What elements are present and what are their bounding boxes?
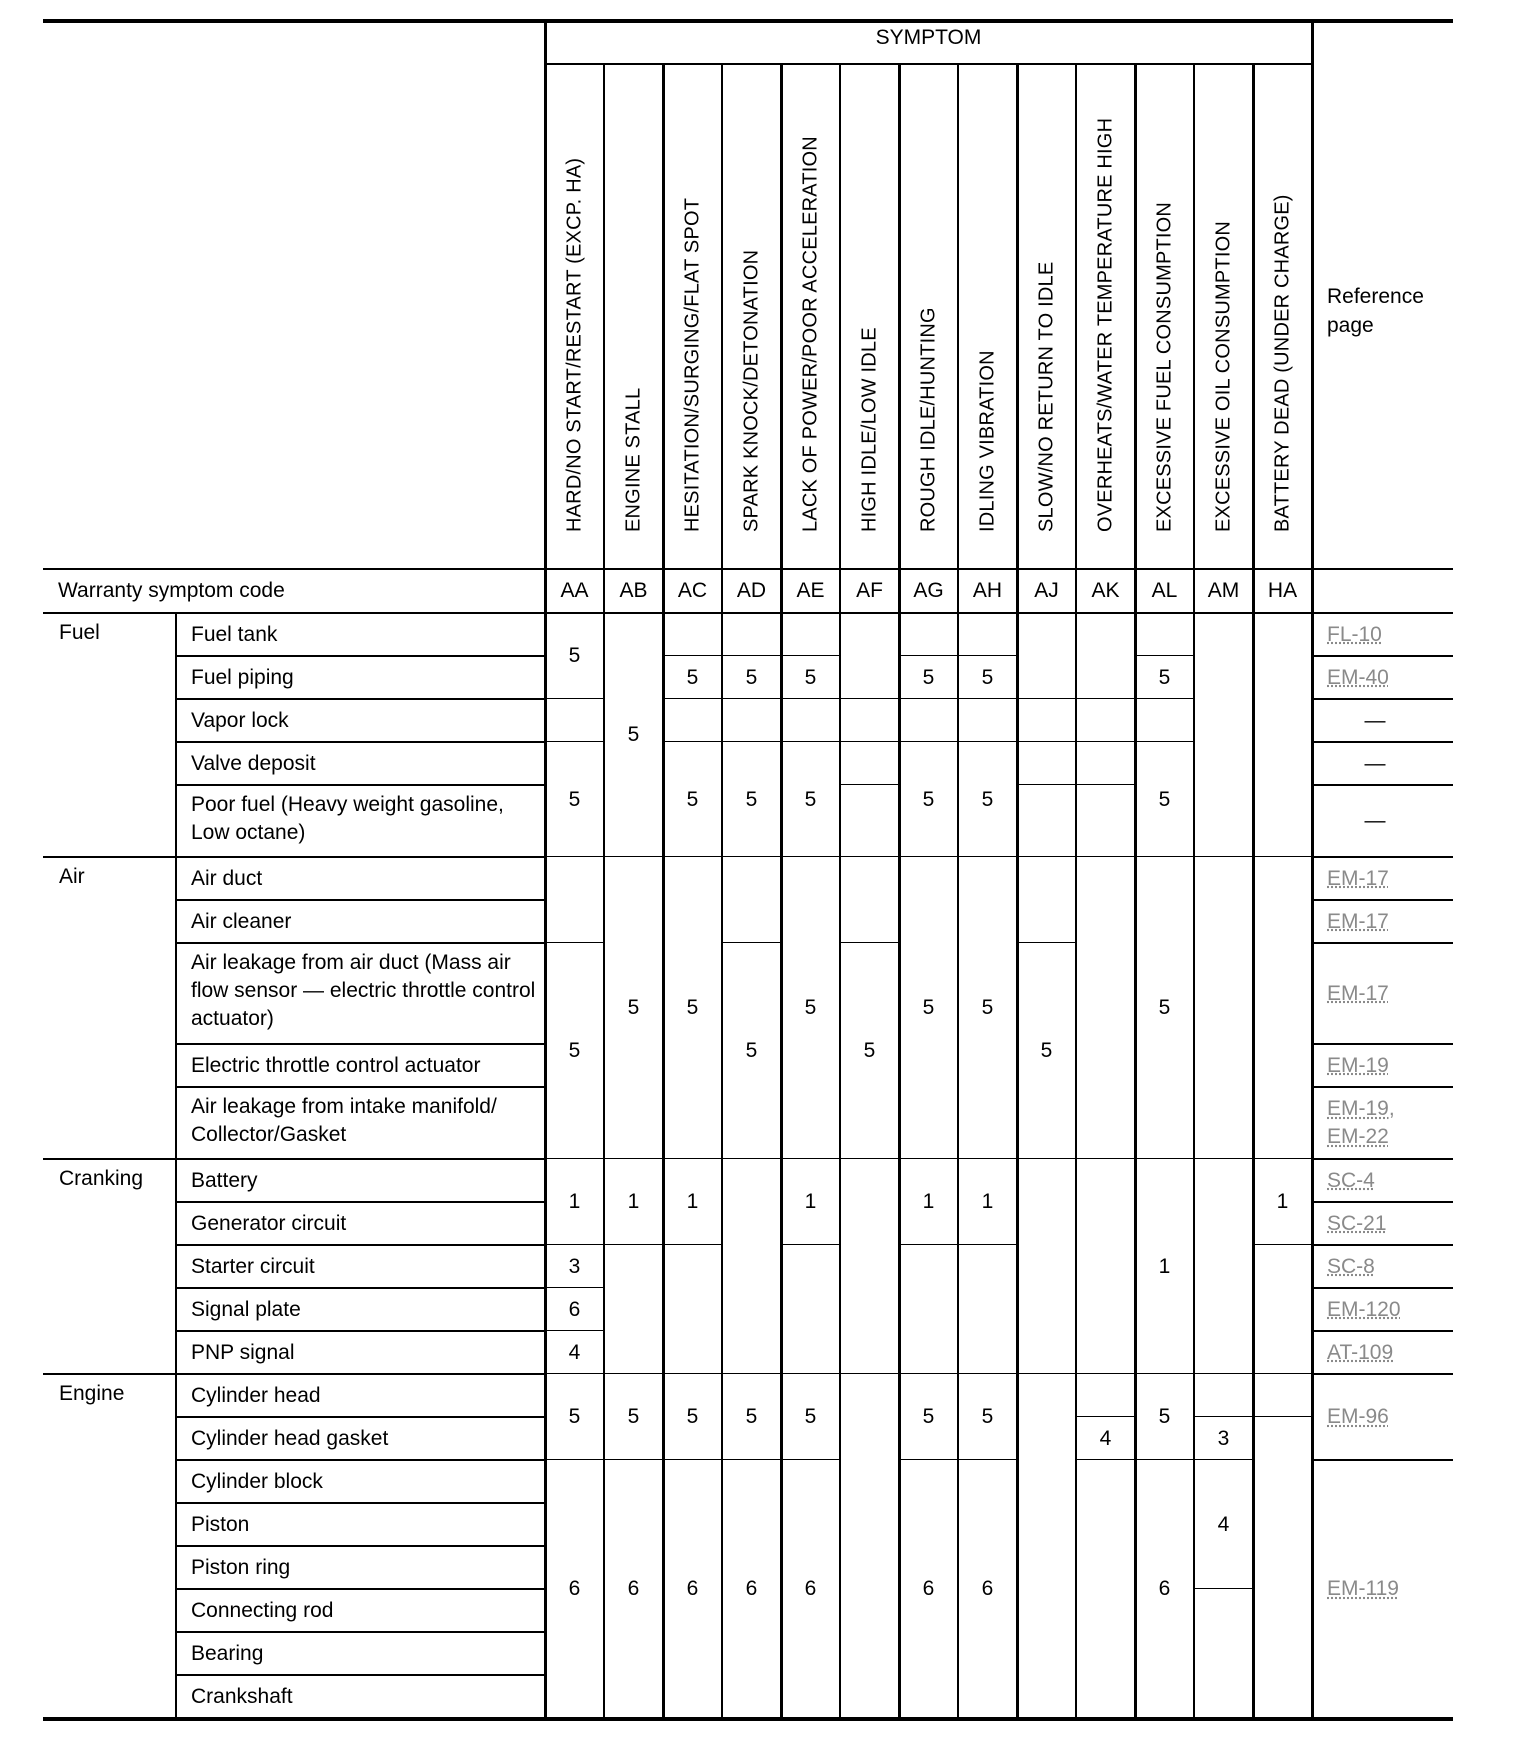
matrix-cell	[840, 1374, 899, 1718]
matrix-cell: 5	[899, 857, 958, 1159]
matrix-cell: 6	[663, 1460, 722, 1718]
matrix-cell	[604, 1245, 663, 1374]
item-label: Starter circuit	[191, 1254, 315, 1278]
symptom-code-al: AL	[1151, 579, 1178, 602]
column-header-label: ENGINE STALL	[622, 387, 644, 532]
reference-link[interactable]: EM-17	[1327, 866, 1389, 890]
matrix-cell	[840, 1159, 899, 1374]
matrix-cell	[1017, 1159, 1076, 1374]
item-label: Air cleaner	[191, 909, 292, 933]
column-header-am	[1194, 64, 1253, 569]
column-header-aa	[545, 64, 604, 569]
matrix-cell	[722, 613, 781, 656]
matrix-cell: 5	[899, 742, 958, 857]
grid-line	[1311, 19, 1314, 1718]
matrix-cell	[840, 742, 899, 785]
column-header-ha	[1253, 64, 1312, 569]
reference-cell	[1312, 900, 1453, 943]
item-label: Poor fuel (Heavy weight gasoline, Low octane)	[191, 793, 504, 844]
reference-cell	[1312, 1202, 1453, 1245]
reference-link[interactable]: EM-17	[1327, 909, 1389, 933]
matrix-cell: 1	[899, 1159, 958, 1245]
item-label: Generator circuit	[191, 1211, 347, 1235]
matrix-cell: 5	[1135, 857, 1194, 1159]
column-header-label: SLOW/NO RETURN TO IDLE	[1035, 261, 1057, 532]
reference-link[interactable]: EM-19	[1327, 1053, 1389, 1077]
symptom-code-am: AM	[1207, 579, 1240, 602]
item-label: Piston	[191, 1512, 250, 1536]
grid-line	[43, 568, 1453, 570]
category-air: Air	[59, 865, 85, 888]
reference-link[interactable]: FL-10	[1327, 622, 1382, 646]
item-label: Air duct	[191, 866, 263, 890]
item-label: Signal plate	[191, 1297, 301, 1321]
matrix-cell: 4	[1194, 1460, 1253, 1589]
symptom-code-ak: AK	[1091, 579, 1120, 602]
matrix-cell: 5	[545, 742, 604, 857]
column-header-ak	[1076, 64, 1135, 569]
symptom-code-ag: AG	[913, 579, 944, 602]
matrix-cell: 6	[1135, 1460, 1194, 1718]
grid-line	[1075, 64, 1077, 1718]
reference-cell	[1312, 1159, 1453, 1202]
matrix-cell: 5	[1135, 1374, 1194, 1460]
grid-line	[780, 64, 783, 1718]
matrix-cell	[1017, 1374, 1076, 1718]
matrix-cell: 6	[899, 1460, 958, 1718]
reference-cell	[1312, 699, 1453, 742]
category-engine: Engine	[59, 1382, 125, 1405]
matrix-cell	[722, 1159, 781, 1374]
grid-line	[43, 19, 1453, 23]
column-header-label: BATTERY DEAD (UNDER CHARGE)	[1271, 194, 1293, 532]
matrix-cell	[899, 613, 958, 656]
no-reference-dash: —	[1364, 751, 1386, 775]
item-label: PNP signal	[191, 1340, 295, 1364]
reference-page-header: Reference page	[1327, 285, 1424, 337]
grid-line	[1193, 64, 1195, 1718]
column-header-aj	[1017, 64, 1076, 569]
matrix-cell: 5	[722, 943, 781, 1159]
reference-cell	[1312, 943, 1453, 1044]
matrix-cell: 5	[1135, 656, 1194, 699]
warranty-symptom-code-label: Warranty symptom code	[58, 579, 285, 602]
reference-cell	[1312, 656, 1453, 699]
column-header-label: HARD/NO START/RESTART (EXCP. HA)	[563, 157, 585, 532]
symptom-code-aj: AJ	[1034, 579, 1059, 602]
reference-cell	[1312, 1460, 1453, 1718]
column-header-ab	[604, 64, 663, 569]
matrix-cell	[1194, 613, 1253, 857]
matrix-cell: 5	[899, 656, 958, 699]
matrix-cell: 5	[781, 857, 840, 1159]
symptom-code-ae: AE	[796, 579, 825, 602]
item-label: Valve deposit	[191, 751, 316, 775]
item-label: Fuel piping	[191, 665, 294, 689]
grid-line	[957, 64, 959, 1718]
matrix-cell	[840, 785, 899, 857]
matrix-cell	[1076, 785, 1135, 857]
no-reference-dash: —	[1364, 708, 1386, 732]
matrix-cell: 1	[1253, 1159, 1312, 1245]
matrix-cell: 6	[958, 1460, 1017, 1718]
matrix-cell: 5	[899, 1374, 958, 1460]
grid-line	[662, 64, 665, 1718]
reference-cell	[1312, 1374, 1453, 1460]
matrix-cell	[1017, 857, 1076, 943]
matrix-cell: 5	[663, 656, 722, 699]
grid-line	[43, 612, 1453, 614]
reference-link[interactable]: EM-19,	[1327, 1097, 1395, 1120]
matrix-cell	[1194, 1589, 1253, 1718]
column-header-label: EXCESSIVE OIL CONSUMPTION	[1212, 221, 1234, 532]
matrix-cell: 5	[958, 742, 1017, 857]
grid-line	[175, 613, 177, 1718]
matrix-cell: 5	[958, 656, 1017, 699]
column-header-ag	[899, 64, 958, 569]
reference-link[interactable]: EM-120	[1327, 1297, 1401, 1321]
matrix-cell: 6	[545, 1460, 604, 1718]
grid-line	[43, 1717, 1453, 1721]
matrix-cell: 4	[1076, 1417, 1135, 1460]
matrix-cell	[1253, 1417, 1312, 1718]
matrix-cell	[958, 613, 1017, 656]
matrix-cell	[840, 857, 899, 943]
matrix-cell: 5	[663, 742, 722, 857]
matrix-cell	[1076, 1159, 1135, 1374]
column-header-af	[840, 64, 899, 569]
matrix-cell: 5	[545, 1374, 604, 1460]
matrix-cell	[1017, 613, 1076, 699]
matrix-cell	[663, 699, 722, 742]
matrix-cell: 5	[604, 857, 663, 1159]
reference-cell	[1312, 857, 1453, 900]
reference-link[interactable]: SC-8	[1327, 1254, 1375, 1278]
matrix-cell	[781, 699, 840, 742]
matrix-cell	[545, 699, 604, 742]
item-label: Fuel tank	[191, 622, 278, 646]
grid-line	[898, 64, 901, 1718]
matrix-cell	[1135, 613, 1194, 656]
matrix-cell	[1253, 857, 1312, 1159]
matrix-cell: 5	[663, 1374, 722, 1460]
column-header-ac	[663, 64, 722, 569]
reference-link[interactable]: SC-4	[1327, 1168, 1375, 1192]
grid-line	[545, 63, 1312, 65]
matrix-cell	[1076, 1460, 1135, 1718]
matrix-cell: 1	[1135, 1159, 1194, 1374]
matrix-cell	[722, 699, 781, 742]
column-header-label: LACK OF POWER/POOR ACCELERATION	[799, 136, 821, 532]
reference-cell	[1312, 1044, 1453, 1087]
matrix-cell: 6	[722, 1460, 781, 1718]
grid-line	[721, 64, 723, 1718]
matrix-cell: 5	[958, 1374, 1017, 1460]
matrix-cell	[958, 699, 1017, 742]
grid-line	[1134, 64, 1137, 1718]
item-label: Cylinder head gasket	[191, 1426, 389, 1450]
item-label: Air leakage from intake manifold/ Collector/Gasket	[191, 1095, 497, 1146]
matrix-cell	[1076, 857, 1135, 1159]
matrix-cell: 1	[781, 1159, 840, 1245]
reference-cell	[1312, 1331, 1453, 1374]
matrix-cell	[1017, 742, 1076, 785]
matrix-cell	[958, 1245, 1017, 1374]
symptom-code-af: AF	[856, 579, 883, 602]
matrix-cell: 5	[840, 943, 899, 1159]
reference-link[interactable]: EM-17	[1327, 981, 1389, 1005]
matrix-cell	[1135, 699, 1194, 742]
grid-line	[603, 64, 605, 1718]
matrix-cell	[1076, 1374, 1135, 1417]
column-header-ah	[958, 64, 1017, 569]
matrix-cell: 3	[1194, 1417, 1253, 1460]
matrix-cell: 5	[1017, 943, 1076, 1159]
matrix-cell: 5	[604, 1374, 663, 1460]
matrix-cell: 5	[1135, 742, 1194, 857]
symptom-code-ab: AB	[619, 579, 648, 602]
matrix-cell: 5	[545, 943, 604, 1159]
matrix-cell	[1076, 699, 1135, 742]
matrix-cell	[781, 613, 840, 656]
symptom-code-ah: AH	[972, 579, 1003, 602]
reference-link[interactable]: EM-96	[1327, 1405, 1389, 1428]
matrix-cell: 5	[722, 656, 781, 699]
matrix-cell	[1253, 1374, 1312, 1417]
reference-cell	[1312, 613, 1453, 656]
matrix-cell	[545, 857, 604, 943]
matrix-cell: 5	[545, 613, 604, 699]
matrix-cell: 5	[781, 1374, 840, 1460]
grid-line	[839, 64, 841, 1718]
grid-line	[1016, 64, 1019, 1718]
matrix-cell	[1253, 613, 1312, 857]
matrix-cell	[899, 1245, 958, 1374]
symptom-code-ha: HA	[1267, 579, 1298, 602]
reference-link[interactable]: AT-109	[1327, 1340, 1394, 1364]
reference-cell	[1312, 1087, 1453, 1159]
column-header-label: HIGH IDLE/LOW IDLE	[858, 327, 880, 532]
matrix-cell: 5	[722, 742, 781, 857]
matrix-cell: 5	[722, 1374, 781, 1460]
matrix-cell: 5	[958, 857, 1017, 1159]
matrix-cell: 6	[781, 1460, 840, 1718]
matrix-cell	[1194, 1374, 1253, 1417]
item-label: Connecting rod	[191, 1598, 334, 1622]
matrix-cell	[781, 1245, 840, 1374]
matrix-cell	[663, 1245, 722, 1374]
column-header-label: OVERHEATS/WATER TEMPERATURE HIGH	[1094, 117, 1116, 532]
matrix-cell: 6	[604, 1460, 663, 1718]
matrix-cell: 3	[545, 1245, 604, 1288]
matrix-cell: 5	[781, 742, 840, 857]
matrix-cell	[663, 613, 722, 656]
symptom-code-aa: AA	[560, 579, 589, 602]
reference-link[interactable]: EM-119	[1327, 1577, 1399, 1600]
item-label: Bearing	[191, 1641, 264, 1665]
matrix-cell	[1194, 857, 1253, 1159]
reference-link[interactable]: EM-40	[1327, 665, 1389, 689]
column-header-label: IDLING VIBRATION	[976, 350, 998, 532]
column-header-ad	[722, 64, 781, 569]
matrix-cell: 6	[545, 1288, 604, 1331]
matrix-cell: 1	[958, 1159, 1017, 1245]
column-header-ae	[781, 64, 840, 569]
item-label: Cylinder block	[191, 1469, 323, 1493]
matrix-cell: 5	[604, 613, 663, 857]
column-header-al	[1135, 64, 1194, 569]
reference-link[interactable]: EM-22	[1327, 1125, 1389, 1148]
column-header-label: ROUGH IDLE/HUNTING	[917, 307, 939, 532]
item-label: Air leakage from air duct (Mass air flow sensor — electric throttle control actuator)	[191, 951, 536, 1030]
matrix-cell	[1017, 785, 1076, 857]
matrix-cell	[840, 699, 899, 742]
matrix-cell	[1253, 1245, 1312, 1374]
symptom-code-ad: AD	[736, 579, 767, 602]
reference-cell	[1312, 1245, 1453, 1288]
matrix-cell	[722, 857, 781, 943]
matrix-cell: 1	[663, 1159, 722, 1245]
matrix-cell	[1194, 1159, 1253, 1374]
reference-cell	[1312, 1288, 1453, 1331]
item-label: Cylinder head	[191, 1383, 321, 1407]
category-fuel: Fuel	[59, 621, 100, 644]
matrix-cell	[840, 613, 899, 699]
matrix-cell	[1076, 742, 1135, 785]
category-cranking: Cranking	[59, 1167, 144, 1190]
symptom-header: SYMPTOM	[875, 26, 982, 49]
symptom-code-ac: AC	[677, 579, 708, 602]
no-reference-dash: —	[1364, 809, 1386, 832]
matrix-cell: 5	[663, 857, 722, 1159]
column-header-label: EXCESSIVE FUEL CONSUMPTION	[1153, 201, 1175, 532]
reference-cell	[1312, 742, 1453, 785]
item-label: Vapor lock	[191, 708, 289, 732]
matrix-cell: 1	[604, 1159, 663, 1245]
item-label: Battery	[191, 1168, 258, 1192]
matrix-cell	[899, 699, 958, 742]
item-label: Electric throttle control actuator	[191, 1053, 481, 1077]
matrix-cell: 5	[781, 656, 840, 699]
reference-cell	[1312, 785, 1453, 857]
item-label: Crankshaft	[191, 1684, 293, 1708]
column-header-label: HESITATION/SURGING/FLAT SPOT	[681, 197, 703, 532]
matrix-cell	[1017, 699, 1076, 742]
matrix-cell: 1	[545, 1159, 604, 1245]
column-header-label: SPARK KNOCK/DETONATION	[740, 249, 762, 532]
grid-line	[544, 19, 547, 1718]
matrix-cell	[1076, 613, 1135, 699]
matrix-cell: 4	[545, 1331, 604, 1374]
grid-line	[1252, 64, 1255, 1718]
item-label: Piston ring	[191, 1555, 291, 1579]
reference-link[interactable]: SC-21	[1327, 1211, 1387, 1235]
